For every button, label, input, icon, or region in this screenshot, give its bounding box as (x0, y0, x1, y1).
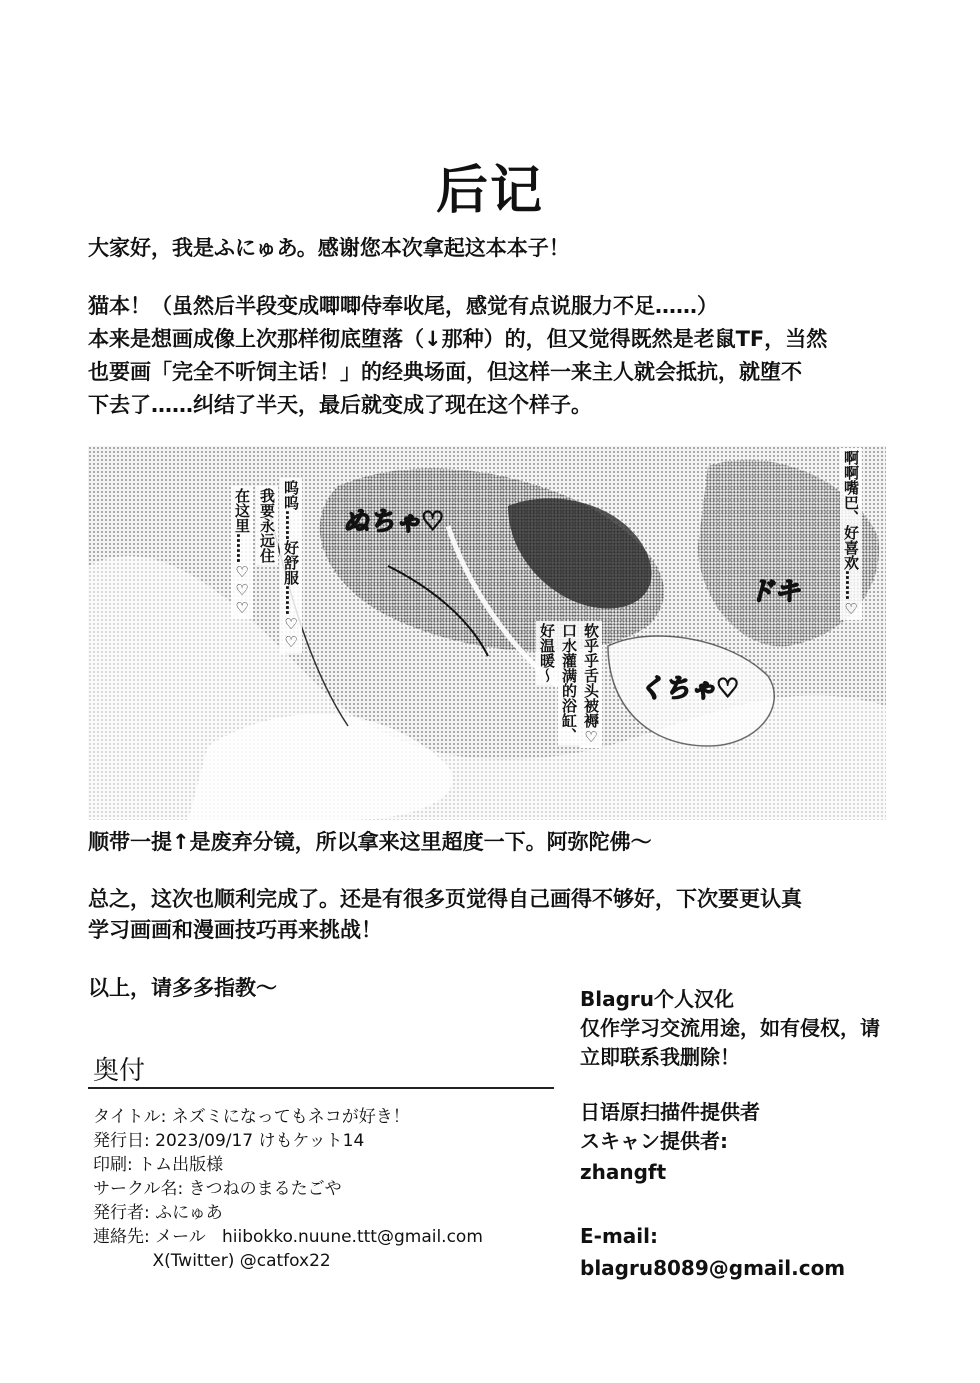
colophon-publisher: 発行者: ふにゅあ (93, 1203, 223, 1223)
page-title: 后记 (435, 161, 544, 221)
body-line-1: 猫本！（虽然后半段变成唧唧侍奉收尾，感觉有点说服力不足……） (88, 294, 718, 318)
credit-scan-provider-jp: スキャン提供者: (580, 1129, 728, 1153)
body-line-2: 本来是想画成像上次那样彻底堕落（↓那种）的，但又觉得既然是老鼠TF，当然 (88, 327, 828, 351)
sfx-kucha: くちゃ♡ (638, 674, 740, 704)
after-panel-note: 顺带一提↑是废弃分镜，所以拿来这里超度一下。阿弥陀佛～ (88, 830, 652, 854)
colophon-contact-twitter: X(Twitter) @catfox22 (93, 1251, 331, 1271)
body-line-4: 下去了……纠结了半天，最后就变成了现在这个样子。 (88, 393, 592, 417)
manga-panel-illustration (88, 446, 886, 820)
bubble-live-forever: 我要永远住 (258, 488, 276, 563)
credit-email-label: E-mail: (580, 1224, 659, 1248)
credit-translator: Blagru个人汉化 (580, 987, 735, 1011)
bubble-bathtub: 口水灌满的浴缸、 (560, 623, 578, 743)
body-line-3: 也要画「完全不听饲主话！」的经典场面，但这样一来主人就会抵抗，就堕不 (88, 360, 802, 384)
bubble-love-mouth: 啊啊嘴巴、好喜欢……♡ (842, 450, 860, 618)
credit-disclaimer-1: 仅作学习交流用途，如有侵权，请 (580, 1016, 880, 1040)
bubble-warm: 好温暖～ (538, 623, 556, 683)
panel-artwork (88, 446, 886, 820)
closing-line-1: 总之，这次也顺利完成了。还是有很多页觉得自己画得不够好，下次要更认真 (88, 887, 802, 911)
closing-line-2: 学习画画和漫画技巧再来挑战！ (88, 918, 382, 942)
colophon-date: 発行日: 2023/09/17 けもケット14 (93, 1131, 365, 1151)
credit-scanner-name: zhangft (580, 1160, 667, 1184)
colophon-printer: 印刷: トム出版様 (93, 1155, 224, 1175)
colophon-heading: 奥付 (93, 1056, 146, 1086)
credit-disclaimer-2: 立即联系我删除！ (580, 1045, 740, 1069)
credit-scan-provider-cn: 日语原扫描件提供者 (580, 1100, 760, 1124)
colophon-contact-email: 連絡先: メール hiibokko.nuune.ttt@gmail.com (93, 1227, 483, 1247)
bubble-feels-good: 呜呜……好舒服……♡♡ (282, 480, 300, 651)
colophon-circle: サークル名: きつねのまるたごや (93, 1179, 342, 1199)
sfx-doki: ドキ (748, 577, 801, 607)
bubble-tongue: 软乎乎舌头被褥♡ (582, 623, 600, 746)
sfx-nucha: ぬちゃ♡ (343, 507, 445, 537)
colophon-divider (88, 1087, 554, 1089)
credit-email-address: blagru8089@gmail.com (580, 1256, 846, 1280)
bubble-stay-here: 在这里……♡♡♡ (233, 488, 251, 617)
colophon-title: タイトル: ネズミになってもネコが好き！ (93, 1107, 410, 1127)
sign-off: 以上，请多多指教～ (88, 976, 277, 1000)
greeting-paragraph: 大家好，我是ふにゅあ。感谢您本次拿起这本本子！ (88, 236, 570, 260)
